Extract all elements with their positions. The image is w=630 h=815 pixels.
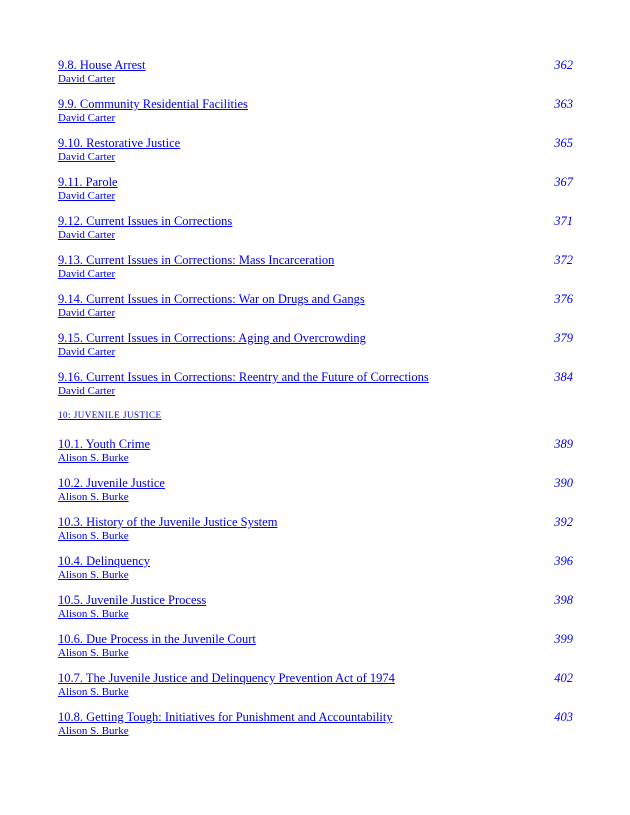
toc-entry-author[interactable]: Alison S. Burke	[58, 452, 129, 464]
toc-entry-author[interactable]: David Carter	[58, 190, 116, 202]
toc-entry-page[interactable]: 384	[554, 370, 573, 384]
toc-entry-author[interactable]: Alison S. Burke	[58, 608, 129, 620]
toc-entry-page[interactable]: 396	[554, 554, 573, 568]
toc-entry-page[interactable]: 362	[554, 58, 573, 72]
toc-entry[interactable]	[58, 97, 573, 125]
toc-entry[interactable]	[58, 593, 573, 621]
toc-entry-title[interactable]: 9.10. Restorative Justice	[58, 136, 181, 150]
toc-entry-title[interactable]: 10.4. Delinquency	[58, 554, 150, 568]
toc-entry-author[interactable]: David Carter	[58, 112, 116, 124]
toc-entry-page[interactable]: 390	[554, 476, 573, 490]
toc-entry[interactable]	[58, 370, 573, 398]
toc-entry-page[interactable]: 376	[554, 292, 573, 306]
toc-entry-page[interactable]: 403	[554, 710, 573, 724]
toc-entry[interactable]	[58, 58, 573, 86]
toc-entry-author[interactable]: David Carter	[58, 229, 116, 241]
toc-entry-author[interactable]: David Carter	[58, 307, 116, 319]
toc-entry-page[interactable]: 389	[554, 437, 573, 451]
toc-entry-page[interactable]: 399	[554, 632, 573, 646]
toc-entry[interactable]	[58, 253, 573, 281]
toc-entry-page[interactable]: 367	[554, 175, 573, 189]
toc-entry-author[interactable]: David Carter	[58, 346, 116, 358]
toc-entry-page[interactable]: 365	[554, 136, 573, 150]
toc-entry[interactable]	[58, 136, 573, 164]
toc-entry-author[interactable]: Alison S. Burke	[58, 647, 129, 659]
toc-entry[interactable]	[58, 515, 573, 543]
toc-entry[interactable]	[58, 175, 573, 203]
toc-entry[interactable]	[58, 710, 573, 738]
toc-entry-author[interactable]: Alison S. Burke	[58, 569, 129, 581]
toc-entry[interactable]	[58, 292, 573, 320]
toc-entry[interactable]	[58, 331, 573, 359]
toc-entry-author[interactable]: David Carter	[58, 151, 116, 163]
toc-entry-title[interactable]: 9.13. Current Issues in Corrections: Mass Incarceration	[58, 253, 335, 267]
toc-entry[interactable]	[58, 554, 573, 582]
toc-entry-title[interactable]: 9.11. Parole	[58, 175, 118, 189]
toc-entry-title[interactable]: 10.6. Due Process in the Juvenile Court	[58, 632, 256, 646]
toc-entry[interactable]	[58, 214, 573, 242]
toc-entry-title[interactable]: 10.3. History of the Juvenile Justice System	[58, 515, 278, 529]
toc-entry[interactable]	[58, 632, 573, 660]
toc-entry-title[interactable]: 10.8. Getting Tough: Initiatives for Punishment and Accountability	[58, 710, 393, 724]
toc-entry-author[interactable]: Alison S. Burke	[58, 686, 129, 698]
toc-entry-author[interactable]: David Carter	[58, 385, 116, 397]
toc-entry-title[interactable]: 9.16. Current Issues in Corrections: Reentry and the Future of Corrections	[58, 370, 429, 384]
toc-entry-title[interactable]: 10.1. Youth Crime	[58, 437, 151, 451]
toc-entry-page[interactable]: 379	[554, 331, 573, 345]
toc-entry-page[interactable]: 402	[554, 671, 573, 685]
toc-entry[interactable]	[58, 437, 573, 465]
toc-entry-author[interactable]: Alison S. Burke	[58, 725, 129, 737]
toc-entry-page[interactable]: 371	[554, 214, 573, 228]
toc-entry-title[interactable]: 10.7. The Juvenile Justice and Delinquency Prevention Act of 1974	[58, 671, 395, 685]
toc-entry-title[interactable]: 10.5. Juvenile Justice Process	[58, 593, 207, 607]
toc-entry-title[interactable]: 9.15. Current Issues in Corrections: Aging and Overcrowding	[58, 331, 366, 345]
toc-entry-page[interactable]: 392	[554, 515, 573, 529]
toc-entry-title[interactable]: 9.14. Current Issues in Corrections: War on Drugs and Gangs	[58, 292, 365, 306]
toc-entry-page[interactable]: 398	[554, 593, 573, 607]
toc-entry-author[interactable]: David Carter	[58, 73, 116, 85]
toc-entry-page[interactable]: 372	[554, 253, 573, 267]
toc-entry-author[interactable]: Alison S. Burke	[58, 530, 129, 542]
toc-entry-title[interactable]: 9.12. Current Issues in Corrections	[58, 214, 233, 228]
toc-entry-title[interactable]: 9.8. House Arrest	[58, 58, 146, 72]
toc-entry[interactable]	[58, 476, 573, 504]
toc-entry-author[interactable]: David Carter	[58, 268, 116, 280]
toc-entry-page[interactable]: 363	[554, 97, 573, 111]
toc-entry-author[interactable]: Alison S. Burke	[58, 491, 129, 503]
toc-entry-title[interactable]: 9.9. Community Residential Facilities	[58, 97, 248, 111]
toc-entry[interactable]	[58, 671, 573, 699]
section-heading[interactable]: 10: JUVENILE JUSTICE	[58, 410, 162, 420]
toc-entry-title[interactable]: 10.2. Juvenile Justice	[58, 476, 165, 490]
